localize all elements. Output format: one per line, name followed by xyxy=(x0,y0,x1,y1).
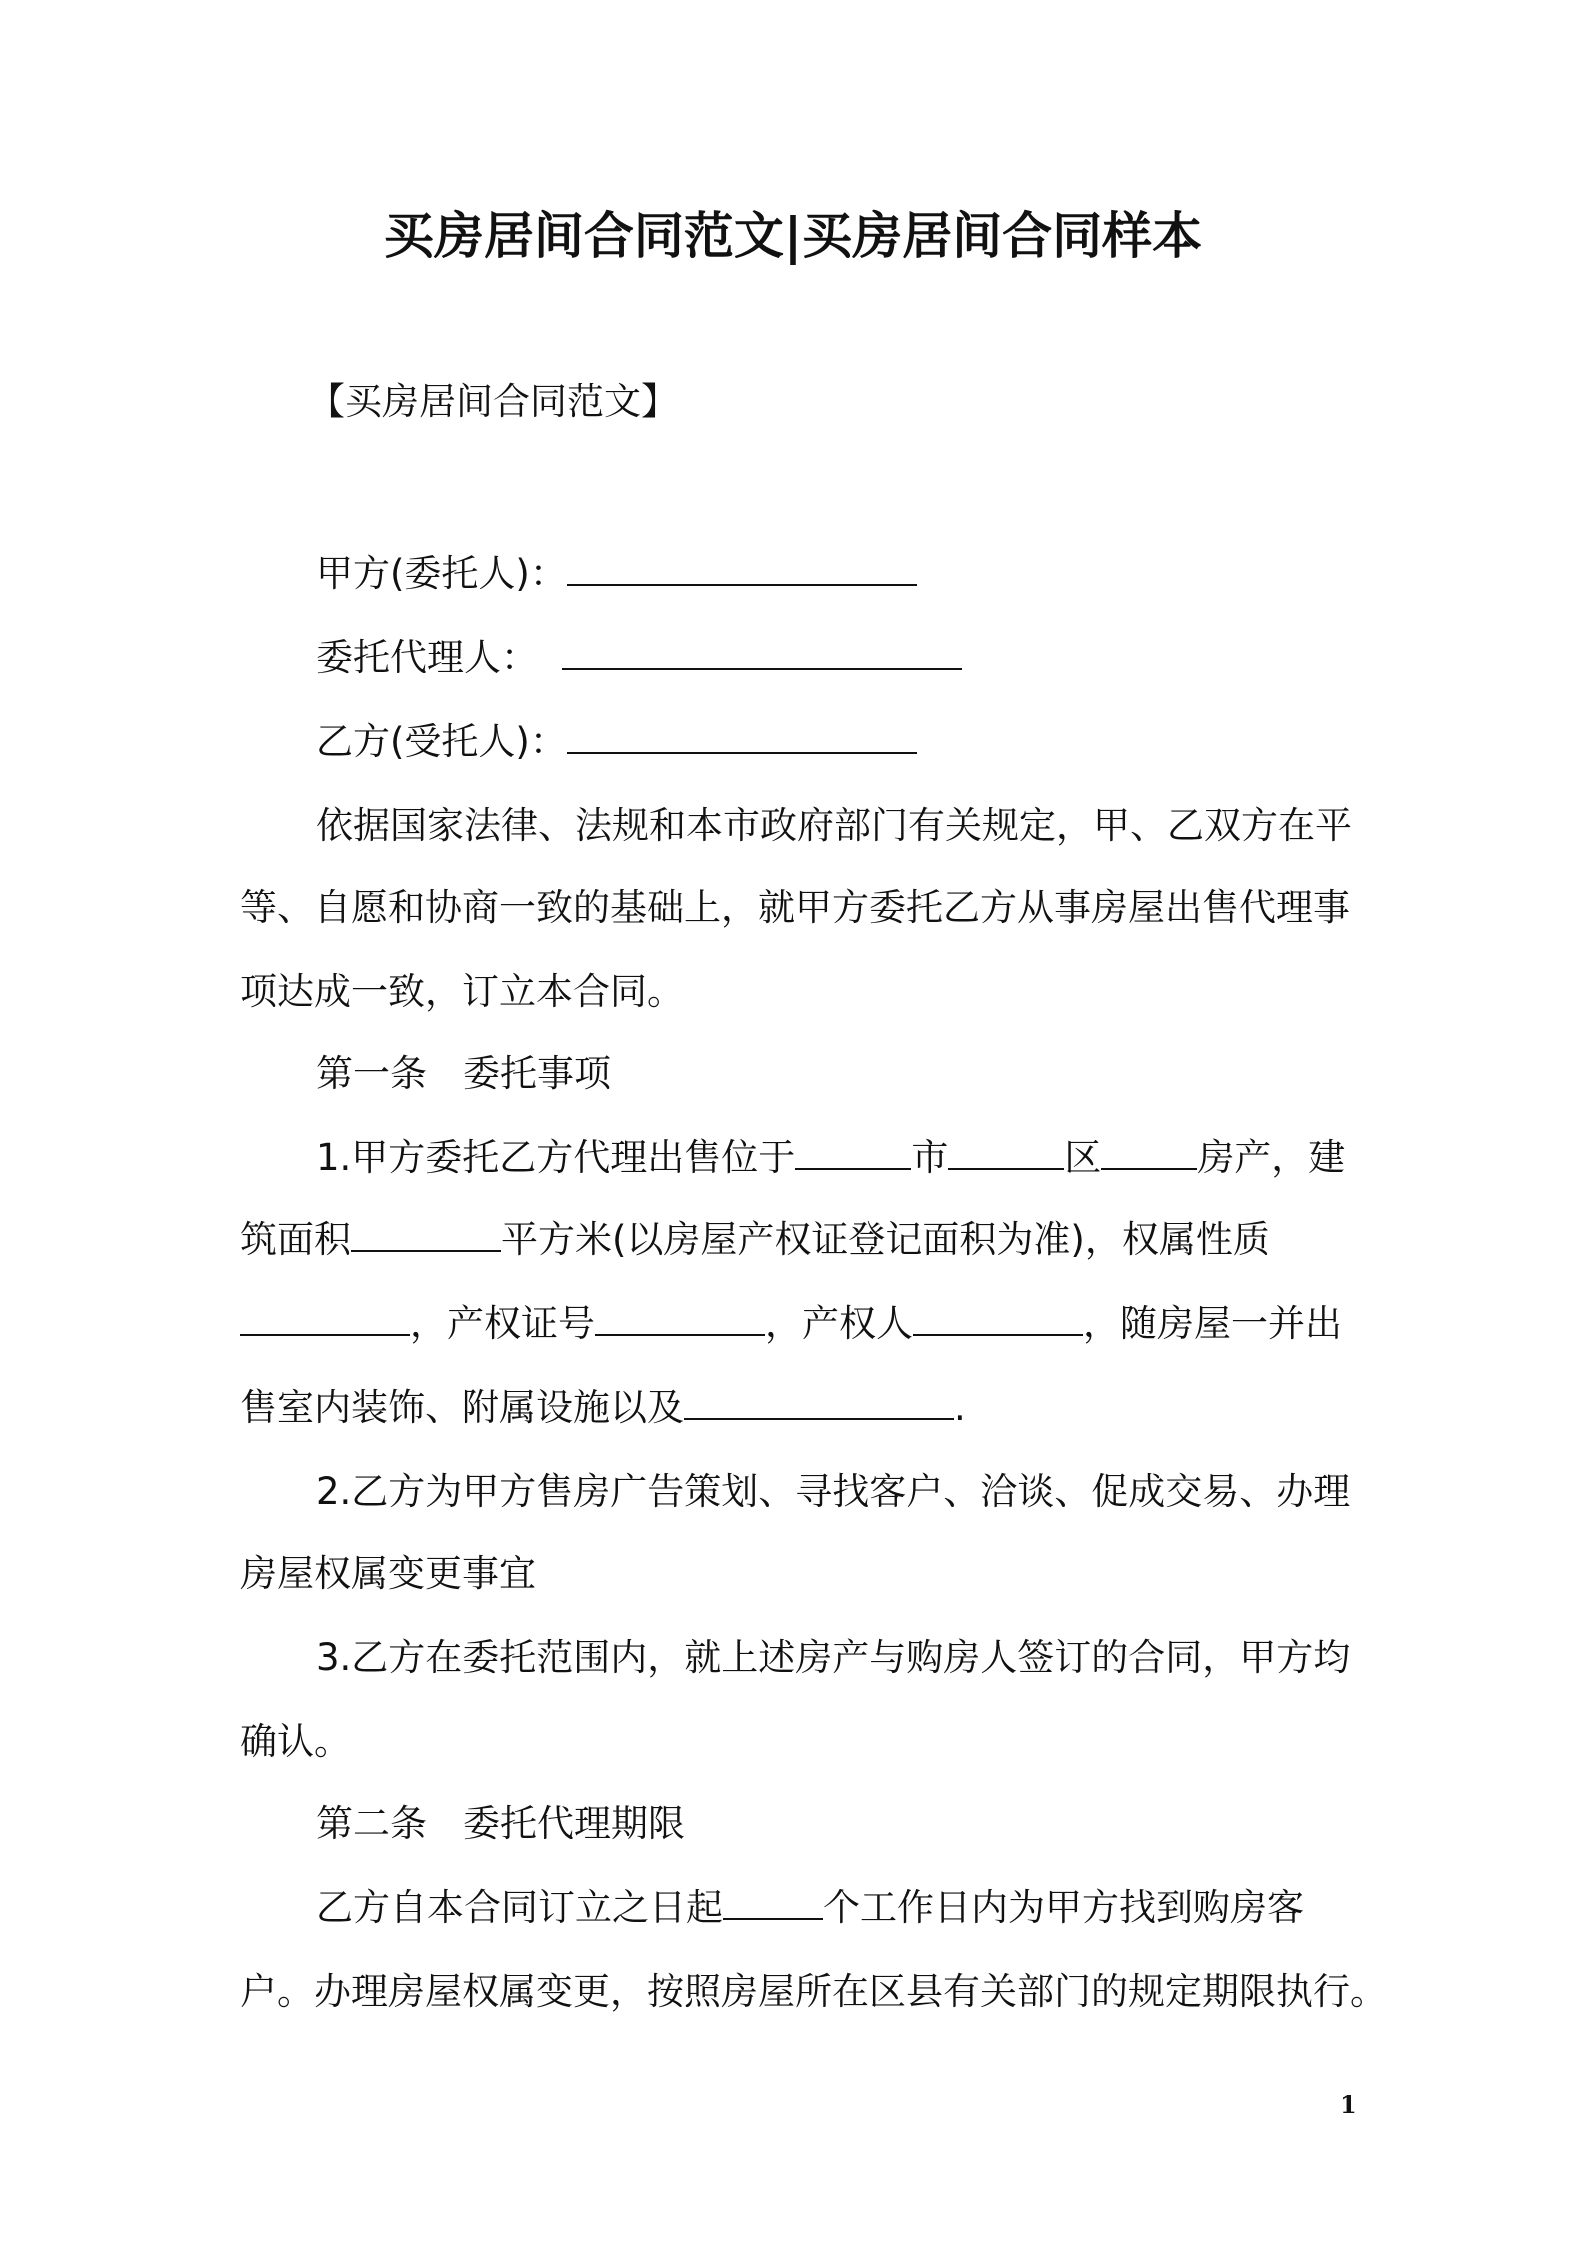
certificate-number-blank xyxy=(595,1294,765,1336)
article-2-title: 委托代理期限 xyxy=(463,1802,685,1845)
working-days-blank xyxy=(723,1878,823,1920)
facilities-blank xyxy=(684,1378,954,1420)
item-1-line-1 xyxy=(316,1128,1345,1188)
agent-blank xyxy=(562,628,962,670)
item-1-line-3-text-a: ，产权证号 xyxy=(410,1302,595,1345)
item-1-line-3-text-c: ，随房屋一并出 xyxy=(1083,1302,1342,1345)
item-1-line-2 xyxy=(240,1210,1270,1270)
article-2-number: 第二条 xyxy=(316,1802,427,1845)
item-1-text-c: 区 xyxy=(1064,1136,1102,1179)
item-3-line-2: 确认。 xyxy=(240,1720,351,1763)
district-blank xyxy=(948,1128,1064,1170)
party-b-blank xyxy=(567,712,917,754)
property-blank xyxy=(1101,1128,1197,1170)
party-a-line xyxy=(316,544,917,604)
intro-line-2: 等、自愿和协商一致的基础上，就甲方委托乙方从事房屋出售代理事 xyxy=(240,886,1350,929)
page-number: 1 xyxy=(1340,2090,1357,2119)
article-1-heading xyxy=(316,1044,611,1104)
intro-line-1: 依据国家法律、法规和本市政府部门有关规定，甲、乙双方在平 xyxy=(316,804,1352,847)
item-1-text-a: 1.甲方委托乙方代理出售位于 xyxy=(316,1136,796,1179)
owner-blank xyxy=(913,1294,1083,1336)
party-a-blank xyxy=(567,544,917,586)
item-2-line-1: 2.乙方为甲方售房广告策划、寻找客户、洽谈、促成交易、办理 xyxy=(316,1470,1351,1513)
agent-label: 委托代理人： xyxy=(316,636,538,679)
party-b-label: 乙方(受托人)： xyxy=(316,720,567,763)
article-2-heading xyxy=(316,1794,685,1854)
item-2-line-2: 房屋权属变更事宜 xyxy=(240,1552,536,1595)
party-a-label: 甲方(委托人)： xyxy=(316,552,567,595)
article-1-title: 委托事项 xyxy=(463,1052,611,1095)
section-heading: 【买房居间合同范文】 xyxy=(308,380,678,423)
item-1-line-2-text-b: 平方米(以房屋产权证登记面积为准)，权属性质 xyxy=(501,1218,1270,1261)
ownership-nature-blank xyxy=(240,1294,410,1336)
item-1-line-4-text-a: 售室内装饰、附属设施以及 xyxy=(240,1386,684,1429)
party-b-line xyxy=(316,712,917,772)
area-blank xyxy=(351,1210,501,1252)
item-1-text-b: 市 xyxy=(911,1136,949,1179)
item-1-line-2-text-a: 筑面积 xyxy=(240,1218,351,1261)
item-1-line-3 xyxy=(240,1294,1342,1354)
article-2-line-1 xyxy=(316,1878,1304,1938)
article-2-text-a: 乙方自本合同订立之日起 xyxy=(316,1886,723,1929)
article-1-number: 第一条 xyxy=(316,1052,427,1095)
item-1-line-3-text-b: ，产权人 xyxy=(765,1302,913,1345)
agent-line xyxy=(316,628,962,688)
document-title: 买房居间合同范文|买房居间合同样本 xyxy=(383,207,1203,265)
item-1-line-4-text-b: . xyxy=(954,1386,966,1429)
item-3-line-1: 3.乙方在委托范围内，就上述房产与购房人签订的合同，甲方均 xyxy=(316,1636,1351,1679)
article-2-text-b: 个工作日内为甲方找到购房客 xyxy=(823,1886,1304,1929)
article-2-line-2: 户。办理房屋权属变更，按照房屋所在区县有关部门的规定期限执行。 xyxy=(240,1970,1387,2013)
item-1-line-4 xyxy=(240,1378,966,1438)
intro-line-3: 项达成一致，订立本合同。 xyxy=(240,970,684,1013)
item-1-text-d: 房产，建 xyxy=(1197,1136,1346,1179)
city-blank xyxy=(795,1128,911,1170)
